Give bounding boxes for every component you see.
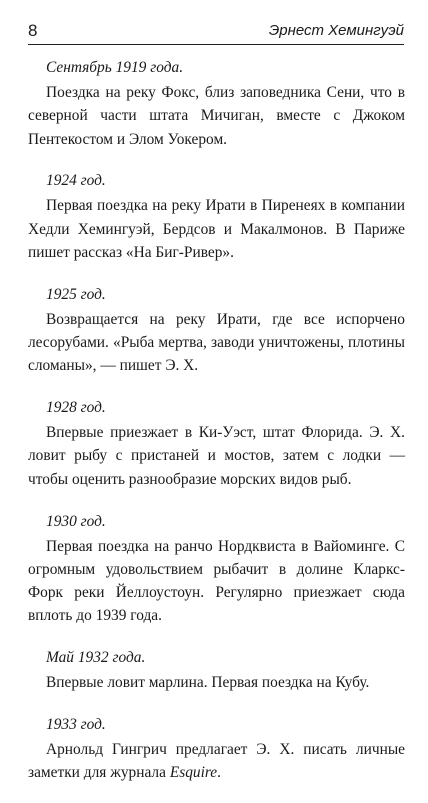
entry-text-main: Арнольд Гингрич предлагает Э. Х. писать личные заметки для журнала	[28, 741, 405, 782]
page-header	[28, 20, 404, 42]
entry-text: Первая поездка на ранчо Нордквиста в Вайоминге. С огромным удовольствием рыбачит в долине Кларкс-Форк реки Йеллоустоун. Регулярно приезжает сюда вплоть до 1939 года.	[28, 537, 405, 625]
chronology-entry	[28, 510, 405, 628]
entry-date: 1928 год.	[46, 399, 106, 417]
chronology-list	[28, 56, 405, 803]
entry-date: 1933 год.	[46, 716, 106, 734]
entry-text: Возвращается на реку Ирати, где все испорчено лесорубами. «Рыба мертва, заводи уничтожены, плотины сломаны», — пишет Э. Х.	[28, 310, 405, 375]
entry-date: Сентябрь 1919 года.	[46, 59, 184, 76]
chronology-entry	[28, 283, 405, 378]
entry-text: Впервые ловит марлина. Первая поездка на Кубу.	[46, 674, 370, 692]
entry-text	[28, 738, 405, 785]
chronology-entry	[28, 713, 405, 785]
entry-text: Первая поездка на реку Ирати в Пиренеях в компании Хедли Хемингуэй, Бердсов и Макалмонов. В Париже пишет рассказ «На Биг-Ривер».	[28, 197, 405, 261]
entry-text: Впервые приезжает в Ки-Уэст, штат Флорида. Э. Х. ловит рыбу с пристаней и мостов, затем с лодки — чтобы оценить разнообразие морских видов рыб.	[28, 424, 405, 488]
page-number: 8	[28, 21, 38, 40]
entry-text: Поездка на реку Фокс, близ заповедника Сени, что в северной части штата Мичиган, вместе с Джоком Пентекостом и Элом Уокером.	[28, 84, 405, 148]
entry-date: Май 1932 года.	[46, 649, 146, 667]
entry-date: 1924 год.	[46, 172, 106, 190]
entry-text-end: .	[217, 764, 221, 782]
entry-date: 1930 год.	[46, 512, 106, 530]
chronology-entry	[28, 646, 405, 694]
chronology-entry	[28, 169, 405, 264]
journal-title: Esquire	[169, 764, 218, 782]
entry-date: 1925 год.	[46, 285, 106, 303]
header-rule	[28, 44, 404, 45]
chronology-entry	[28, 56, 405, 151]
running-title: Эрнест Хемингуэй	[268, 22, 404, 39]
chronology-entry	[28, 396, 405, 491]
